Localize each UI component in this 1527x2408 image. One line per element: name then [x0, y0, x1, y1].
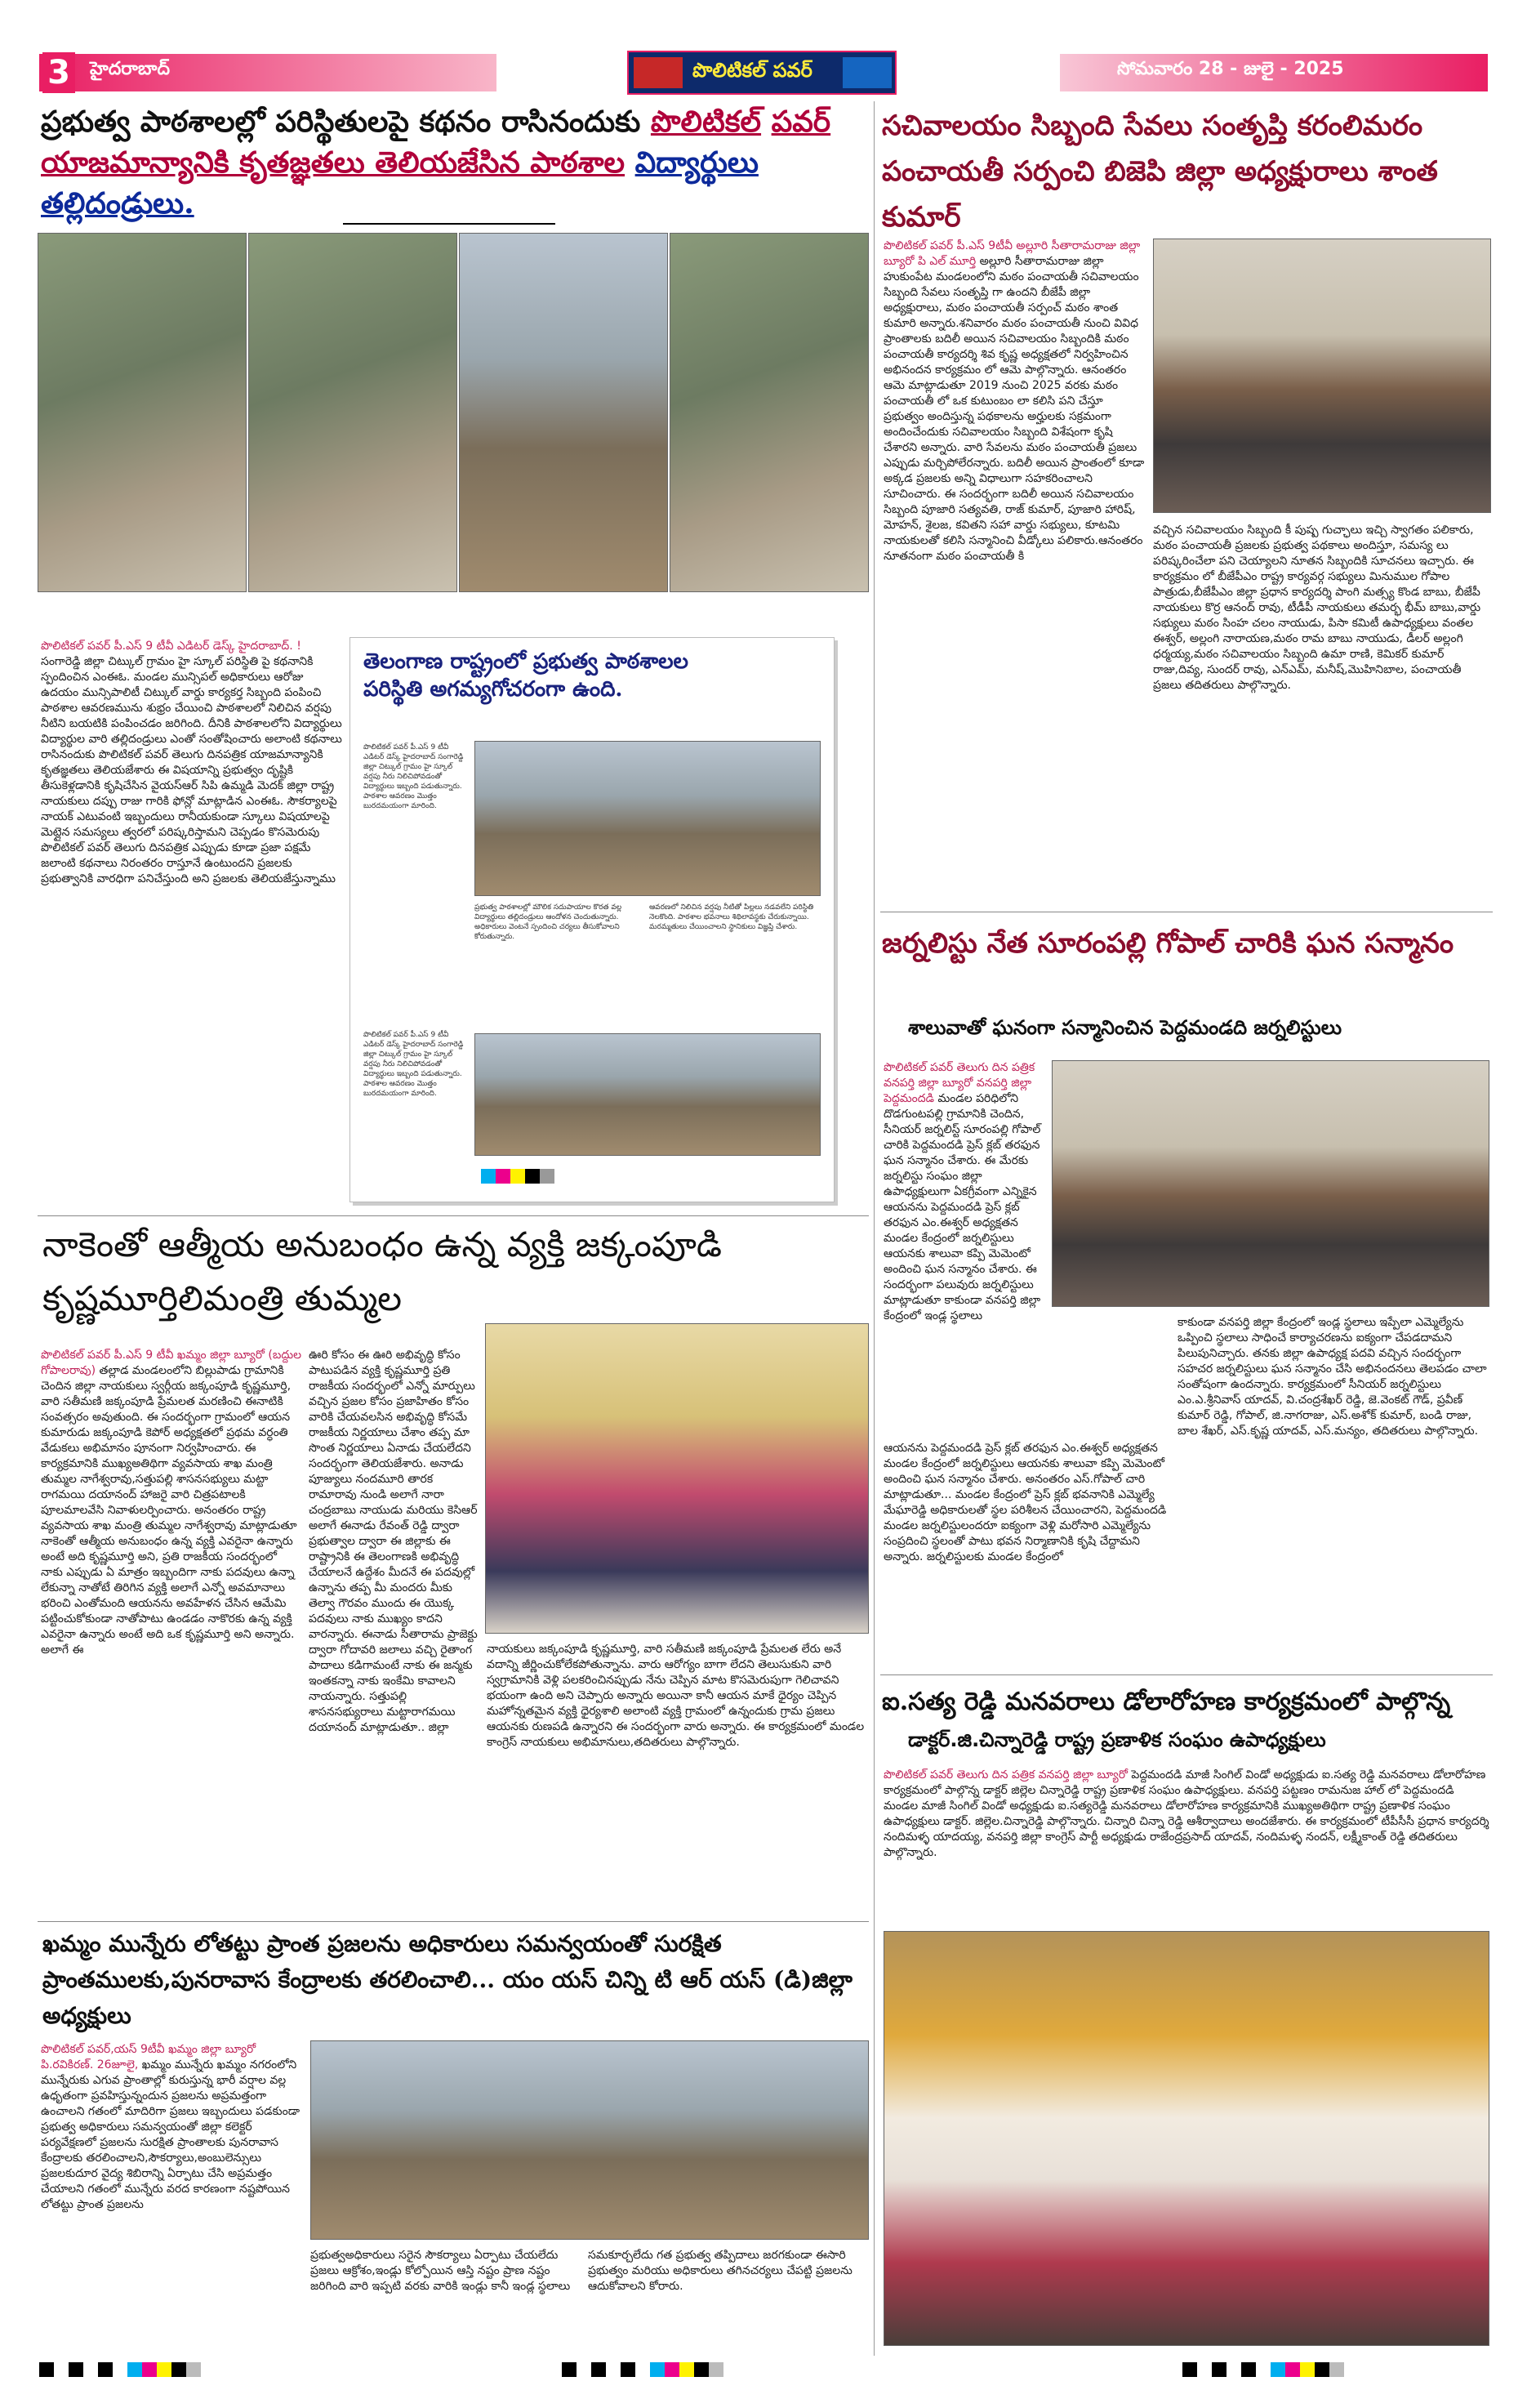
article4-lead: పొలిటికల్ పవర్ పీ.ఎస్ 9 టీవీ ఖమ్మం జిల్లా బ్యూరో (బద్దుల గోపాలరావు)	[41, 1349, 302, 1377]
article4-memorial-photo	[485, 1323, 869, 1634]
logo-badge-right	[843, 57, 892, 88]
article6-text-left: ఖమ్మం మున్నేరు ఖమ్మం నగరంలోని మున్నేరుకు ఎగువ ప్రాంతాల్లో కురుస్తున్న భారీ వర్షాల వల్ల ఉధృతంగా ప్రవహిస్తున్నందున ప్రజలను అప్రమత్తంగా ఉంచాలని గతంలో మాదిరిగా ప్రజలు ఇబ్బందులు పడకుండా ప్రభుత్వ అధికారులు సమన్వయంతో జిల్లా కలెక్టర్ పర్యవేక్షణలో ప్రజలను సురక్షిత ప్రాంతాలకు పునరావాస కేంద్రాలకు తరలించాలని,సౌకర్యాలు,అంబులెన్సులు ప్రజలకుదూర వైద్య శిబిరాన్ని ఏర్పాటు చేసి అప్రమత్తం చేయాలని గతంలో మున్నేరు వరద కారణంగా నష్టపోయిన లోతట్టు ప్రాంత ప్రజలను	[41, 2058, 300, 2211]
inset-text-3: ఆవరణలో నిలిచిన వర్షపు నీటితో పిల్లలు నడవలేని పరిస్థితి నెలకొంది. పాఠశాల భవనాలు శిథిలావస్థకు చేరుకున్నాయి. మరమ్మతులు చేయించాలని స్థానికులు విజ్ఞప్తి చేశారు.	[649, 903, 814, 931]
article2-lead: పొలిటికల్ పవర్ పీ.ఎస్ 9టీవీ అల్లూరి సీతారామరాజు జిల్లా బ్యూరో పి ఎల్ మూర్తి	[884, 239, 1141, 268]
article6-top-rule	[38, 1921, 869, 1922]
registration-left	[39, 2362, 201, 2377]
registration-center	[562, 2362, 723, 2377]
article5-headline: ఐ.సత్య రెడ్డి మనవరాలు డోలారోహణ కార్యక్రమంలో పాల్గొన్న	[882, 1688, 1451, 1716]
article1-text: సంగారెడ్డి జిల్లా చిట్కుల్ గ్రామం హై స్కూల్ పరిస్థితి పై కథనానికి స్పందించిన ఎంఈఓ. మండల మున్సిపల్ అధికారులు ఆరోజు ఉదయం మున్సిపాలిటీ చిట్కుల్ వార్డు కార్యకర్త సిబ్బంది పంపించి పాఠశాల ఆవరణమును శుభ్రం చేయించి పాఠశాలలో నిలిచిన వర్షపు నీటిని బయటికి పంపించడం జరిగింది. దీనికి పాఠశాలలోని విద్యార్థులు విద్యార్థుల వారి తల్లిదండ్రులు ఎంతో సంతోషించారు అలాంటి కథనాలు రాసినందుకు పొలిటికల్ పవర్ తెలుగు దినపత్రిక యాజమాన్యానికి కృతజ్ఞతలు తెలియజేశారు ఈ విషయాన్ని ప్రభుత్వం దృష్టికి తీసుకెళ్లడానికి కృషిచేసిన వైయస్ఆర్ సిపి ఉమ్మడి మెదక్ జిల్లా రాష్ట్ర నాయకులు దప్పు రాజు గారికి ఫోన్లో మాట్లాడిన ఎంఈఓ. సౌకర్యాలపై నాయక్ ఎటువంటి ఇబ్బందులు రానీయకుండా స్కూలు విషయాలపై మెట్లైన సమస్యలు త్వరలో పరిష్కరిస్తామని చెప్పడం కొసమెరుపు పొలిటికల్ పవర్ తెలుగు దినపత్రిక ఎప్పుడు కూడా ప్రజా పక్షమే జలాంటి కథనాలు నిరంతరం రాస్తూనే ఉంటుందని ప్రజలకు ప్రభుత్వానికి వారధిగా పనిచేస్తుంది అని ప్రజలకు తెలియజేస్తున్నాము	[41, 655, 342, 885]
article5-lead: పొలిటికల్ పవర్ తెలుగు దిన పత్రిక వనపర్తి జిల్లా బ్యూరో	[884, 1768, 1128, 1781]
inset-text-2: ప్రభుత్వ పాఠశాలల్లో మౌలిక సదుపాయాల కొరత వల్ల విద్యార్థులు తల్లిదండ్రులు ఆందోళన చెందుతున్నారు. అధికారులు వెంటనే స్పందించి చర్యలు తీసుకోవాలని కోరుతున్నారు.	[474, 903, 622, 941]
article6-body-left	[41, 2042, 302, 2344]
article3-body-right: కాకుండా వనపర్తి జిల్లా కేంద్రంలో ఇండ్ల స్థలాలు ఇప్పేలా ఎమ్మెల్యేను ఒప్పించి స్థలాలు సాధించే కార్యాచరణను ఐక్యంగా చేపడదామని పిలుపునిచ్చారు. తనకు జిల్లా ఉపాధ్యక్ష పదవి వచ్చిన సందర్భంగా సహచర జర్నలిస్టులు ఘన సన్మానం చేసి అభినందనలు తెలపడం చాలా సంతోషంగా ఉందన్నారు. కార్యక్రమంలో సీనియర్ జర్నలిస్టులు ఎం.ఎ.శ్రీనివాస్ యాదవ్, వి.చంద్రశేఖర్ రెడ్డి, జె.వెంకట్ గౌడ్, ప్రవీణ్ కుమార్ రెడ్డి, గోపాల్, జి.నాగరాజు, ఎస్.అశోక్ కుమార్, బండి రాజు, బాల శేఖర్, ఎస్.కృష్ణ యాదవ్, ఎస్.మన్యం, తదితరులు పాల్గొన్నారు.	[1178, 1316, 1487, 1438]
article1-lead: పొలిటికల్ పవర్ పీ.ఎస్ 9 టీవీ ఎడిటర్ డెస్క్ హైదరాబాద్. !	[41, 640, 301, 653]
article1-photo-2	[248, 233, 457, 592]
article1-headline-part1: ప్రభుత్వ పాఠశాలల్లో పరిస్థితులపై కథనం రాసినందుకు	[41, 105, 641, 139]
article2-text-left: అల్లూరి సీతారామరాజు జిల్లా హుకుంపేట మండలంలోని మఠం పంచాయతీ సచివాలయం సిబ్బంది సేవలు సంతృప్తి గా ఉందని బీజేపీ జిల్లా అధ్యక్షురాలు, మఠం పంచాయతీ సర్పంచ్ మఠం శాంత కుమారి అన్నారు.శనివారం మఠం పంచాయతీ నుంచి వివిధ ప్రాంతాలకు బదిలీ అయిన సచివాలయం సిబ్బందికి మఠం పంచాయతీ కార్యదర్శి శివ కృష్ణ అధ్యక్షతలో నిర్వహించిన అభినందన కార్యక్రమం లో ఆమె పాల్గొన్నారు. ఆనంతరం ఆమె మాట్లాడుతూ 2019 నుంచి 2025 వరకు మఠం పంచాయతీ లో ఒక కుటుంబం లా కలిసి పని చేస్తూ ప్రభుత్వం అందిస్తున్న పథకాలను అర్హులకు సక్రమంగా అందించేందుకు సచివాలయం సిబ్బంది విశేషంగా కృషి చేశారని అన్నారు. వారి సేవలను మఠం పంచాయతీ ప్రజలు ఎప్పుడు మర్చిపోలేరన్నారు. బదిలీ అయిన ప్రాంతంలో కూడా అక్కడ ప్రజలకు అన్ని విధాలుగా సహకరించాలని సూచించారు. ఈ సందర్భంగా బదిలీ అయిన సచివాలయం సిబ్బంది పూజారి సత్యవతి, రాజ్ కుమార్, పూజారి హారిష్, మోహన్, శైలజ, కవితని సహా వార్డు సభ్యులు, కూటమి నాయకులతో కలిసి సన్మానించి వీడ్కోలు పలికారు.ఆనంతరం నూతనంగా మఠం పంచాయతీ కి	[884, 255, 1145, 563]
article1-headline-highlight2: పవర్ యాజమాన్యానికి కృతజ్ఞతలు తెలియజేసిన పాఠశాల	[41, 105, 831, 180]
article6-body-right: సమకూర్చలేదు గత ప్రభుత్వ తప్పిదాలు జరగకుండా ఈసారి ప్రభుత్వం మరియు అధికారులు తగినచర్యలు చేపట్టి ప్రజలను ఆదుకోవాలని కోరారు.	[588, 2249, 853, 2293]
article2-headline: సచివాలయం సిబ్బంది సేవలు సంతృప్తి కరంలిమరం పంచాయతీ సర్పంచి బిజెపి జిల్లా అధ్యక్షురాలు శాంత కుమార్	[882, 109, 1438, 234]
article1-body	[41, 639, 343, 1278]
article1-headline-rule	[343, 223, 555, 225]
article2-group-photo	[1153, 239, 1491, 513]
article5-body	[884, 1768, 1489, 1924]
article1-photo-1	[38, 233, 247, 592]
article3-headline: జర్నలిస్టు నేత సూరంపల్లి గోపాల్ చారికి ఘన సన్మానం	[882, 927, 1454, 960]
article6-lead: పొలిటికల్ పవర్,యస్ 9టీవీ ఖమ్మం జిల్లా బ్యూరో పి.రవికిరణ్. 26జూలై,	[41, 2043, 256, 2071]
inset-photo-2	[474, 1033, 821, 1156]
article2-body-right: వచ్చిన సచివాలయం సిబ్బంది కీ పుష్ప గుచ్ఛాలు ఇచ్చి స్వాగతం పలికారు, మఠం పంచాయతీ ప్రజలకు ప్రభుత్వ పథకాలు అందిస్తూ, సమస్య లు పరిష్కరించేలా పని చెయ్యాలని నూతన సిబ్బందికి సూచనలు ఇచ్చారు. ఈ కార్యక్రమం లో బీజేపీఎం రాష్ట్ర కార్యవర్గ సభ్యులు మినుముల గోపాల పాత్రుడు,బీజేపీఎం జిల్లా ప్రధాన కార్యదర్శి పాంగి మత్స్య కొండ బాబు, బీజేపీ నాయకులు కొర్ర ఆనంద్ రావు, టీడీపీ నాయకులు తమర్భ భీమ్ బాబు,వార్డు సభ్యులు మఠం సింహ చలం నాయుడు, పిసా కమిటీ ఉపాధ్యక్షులు వంతల ఈశ్వర్, అల్లంగి నారాయణ,మఠం రామ బాబు నాయుడు, డీలర్ అల్లంగి ధర్మయ్య,మఠం సచివాలయం సిబ్బంది ఉమా రాణి, కెమికర్ కుమార్ రాజు,దివ్య, సుందర్ రావు, ఎన్ఎమ్, మనీష్,మొహినిబాల, పంచాయతీ ప్రజలు తదితరులు పాల్గొన్నారు.	[1153, 524, 1481, 692]
article4-body-col3: నాయకులు జక్కంపూడి కృష్ణమూర్తి, వారి సతీమణి జక్కంపూడి ప్రేమలత లేరు అనే వదాన్ని జీర్ణించుకోలేకపోతున్నాను. వారు ఆరోగ్యం బాగా లేదని తెలుసుకుని వారి స్వగ్రామానికి వెళ్లి పలకరించినప్పుడు నేను చెప్పిన మాట కొసమెరుపుగా గెలిచావని భయంగా ఉంది అని చెప్పారు అన్నారు అయినా కానీ ఆయన మాకే ధైర్యం చెప్పిన మహోన్నతమైన వ్యక్తి ధైర్యశాలి అలాంటి వ్యక్తి గ్రామంలో ఉన్నందుకు గ్రామ ప్రజలు ఆయనకు రుణపడి ఉన్నారని ఈ సందర్భంగా వారు అన్నారు. ఈ కార్యక్రమంలో మండల కాంగ్రెస్ నాయకులు అభిమానులు,తదితరులు పాల్గొన్నారు.	[487, 1643, 865, 1749]
article5-ceremony-photo	[884, 1931, 1489, 2346]
article3-lead: పొలిటికల్ పవర్ తెలుగు దిన పత్రిక వనపర్తి జిల్లా బ్యూరో వనపర్తి జిల్లా పెద్దమందడి	[884, 1061, 1035, 1105]
article5-subhead: డాక్టర్.జి.చిన్నారెడ్డి రాష్ట్ర ప్రణాళిక సంఘం ఉపాధ్యక్షులు	[908, 1728, 1326, 1751]
article6-body-mid: ప్రభుత్వఅధికారులు సరైన సౌకర్యాలు ఏర్పాటు చేయలేదు ప్రజలు ఆక్రోశం,ఇండ్లు కోల్పోయిన ఆస్తి నష్టం ప్రాణ నష్టం జరిగింది వారి ఇప్పటి వరకు వారికి ఇండ్లు కానీ ఇండ్ల స్థలాలు	[310, 2249, 571, 2293]
article4-body-col2: ఊరి కోసం ఈ ఊరి అభివృద్ధి కోసం పాటుపడిన వ్యక్తి కృష్ణమూర్తి ప్రతి రాజకీయ సందర్భంలో ఎన్నో మార్పులు వచ్చిన ప్రజల కోసం ప్రజాహితం కోసం వారికి చేయవలసిన అభివృద్ధి కోసమే రాజకీయ నిర్ణయాలు చేశాం తప్ప మా సొంత నిర్ణయాలు ఏనాడు చేయలేదని సందర్భంగా తెలియజేశారు. అనాడు పూజ్యులు నందమూరి తారక రామారావు నుండి అలాగే నారా చంద్రబాబు నాయుడు మరియు కెసిఆర్ అలాగే ఈనాడు రేవంత్ రెడ్డి ద్వారా ప్రభుత్వాల ద్వారా ఈ జిల్లాకు ఈ రాష్ట్రానికి ఈ తెలంగాణకి అభివృద్ధి చేయాలనే ఉద్దేశం మీదనే ఈ పదవుల్లో ఉన్నాను తప్ప మీ మందరు మీకు తెల్వా గౌరవం ముందు ఈ యొక్క పదవులు నాకు ముఖ్యం కాదని వారన్నారు. ఈనాడు సీతారామ ప్రాజెక్టు ద్వారా గోదావరి జలాలు వచ్చి రైతాంగ పాదాలు కడిగామంటే నాకు ఈ జన్మకు ఇంతకన్నా నాకు ఇంకేమి కావాలని నాయన్నారు. సత్తుపల్లి శాసనసభ్యురాలు మట్టారాగమయి దయానంద్ మాట్లాడుతూ.. జిల్లా	[309, 1349, 478, 1734]
issue-date: సోమవారం 28 - జులై - 2025	[1117, 59, 1344, 79]
masthead	[39, 51, 1488, 95]
article4-headline-line1: నాకెంతో ఆత్మీయ అనుబంధం ఉన్న వ్యక్తి జక్కంపూడి	[42, 1224, 722, 1264]
page-number: 3	[42, 52, 75, 93]
article1-inset-clipping	[349, 637, 835, 1202]
article3-text-left: మండల పరిధిలోని దొడగుంటపల్లి గ్రామానికి చెందిన, సీనియర్ జర్నలిస్ట్ సూరంపల్లి గోపాల్ చారికి పెద్దమందడి ప్రెస్ క్లబ్ తరఫున ఘన సన్మానం చేశారు. ఈ మేరకు జర్నలిస్టు సంఘం జిల్లా ఉపాధ్యక్షులుగా ఏకగ్రీవంగా ఎన్నికైన ఆయనను పెద్దమందడి ప్రెస్ క్లబ్ తరఫున ఎం.ఈశ్వర్ అధ్యక్షతన మండల కేంద్రంలో జర్నలిస్టులు ఆయనకు శాలువా కప్పి మెమెంటో అందించి ఘన సన్మానం చేశారు. ఈ సందర్భంగా పలువురు జర్నలిస్టులు మాట్లాడుతూ కాకుండా వనపర్తి జిల్లా కేంద్రంలో ఇండ్ల స్థలాలు	[884, 1092, 1041, 1322]
registration-bar	[39, 2362, 1488, 2377]
inset-text-1: పొలిటికల్ పవర్ పీ.ఎస్ 9 టీవీ ఎడిటర్ డెస్క్ హైదరాబాద్ సంగారెడ్డి జిల్లా చిట్కుల్ గ్రామం హై స్కూల్ వర్షపు నీరు నిలిచిపోవడంతో విద్యార్థులు ఇబ్బంది పడుతున్నారు. పాఠశాల ఆవరణం మొత్తం బురదమయంగా మారింది.	[363, 743, 464, 810]
article1-headline	[41, 101, 866, 224]
article3-body-mid: ఆయనను పెద్దమందడి ప్రెస్ క్లబ్ తరఫున ఎం.ఈశ్వర్ అధ్యక్షతన మండల కేంద్రంలో జర్నలిస్టులు ఆయనకు శాలువా కప్పి మెమెంటో అందించి ఘన సన్మానం చేశారు. అనంతరం ఎస్.గోపాల్ చారి మాట్లాడుతూ... మండల కేంద్రంలో ప్రెస్ క్లబ్ భవనానికి ఎమ్మెల్యే మేఘారెడ్డి అధికారులతో స్థల పరిశీలన చేయించారని, పెద్దమందడి మండల జర్నలిస్టులందరూ ఐక్యంగా వెళ్లి మరోసారి ఎమ్మెల్యేను సంప్రదించి స్థలంతో పాటు భవన నిర్మాణానికి కృషి చేద్దామని అన్నారు. జర్నలిస్టులకు మండల కేంద్రంలో	[884, 1442, 1167, 1563]
inset-color-bar	[481, 1169, 554, 1184]
article1-headline-part2: విద్యార్థులు తల్లిదండ్రులు.	[41, 145, 759, 221]
article3-subhead: శాలువాతో ఘనంగా సన్మానించిన పెద్దమండది జర్నలిస్టులు	[908, 1016, 1342, 1039]
inset-headline: తెలంగాణ రాష్ట్రంలో ప్రభుత్వ పాఠశాలల పరిస్థితి అగమ్యగోచరంగా ఉంది.	[363, 649, 688, 702]
logo-text: పొలిటికల్ పవర్	[692, 59, 812, 82]
article1-photo-4	[670, 233, 869, 592]
article6-flood-photo	[310, 2040, 869, 2240]
section-name: హైదరాబాద్	[90, 59, 170, 79]
article3-divider	[880, 1674, 1493, 1675]
article6-headline: ఖమ్మం మున్నేరు లోతట్టు ప్రాంత ప్రజలను అధికారులు సమన్వయంతో సురక్షిత ప్రాంతములకు,పునరావాస కేంద్రాలకు తరలించాలి... యం యస్ చిన్ని టి ఆర్ యస్ (డి)జిల్లా అధ్యక్షులు	[42, 1930, 853, 2029]
article5-text: పెద్దమందడి మాజీ సింగిల్ విండో అధ్యక్షుడు ఐ.సత్య రెడ్డి మనవరాలు డోలారోహణ కార్యక్రమంలో పాల్గొన్న డాక్టర్ జిల్లెల చిన్నారెడ్డి రాష్ట్ర ప్రణాళిక సంఘం ఉపాధ్యక్షులు. వనపర్తి పట్టణం రామనుజ హాల్ లో పెద్దమందడి మండల మాజీ సింగిల్ విండో అధ్యక్షుడు ఐ.సత్యరెడ్డి మనవరాలు డోలారోహణ కార్యక్రమానికి ముఖ్యఅతిథిగా రాష్ట్ర ప్రణాళిక సంఘం ఉపాధ్యక్షులు డాక్టర్. జిల్లెల.చిన్నారెడ్డి పాల్గొన్నారు. చిన్నారి చిన్నా రెడ్డి ఆశీర్వాదాలు అందజేశారు. ఈ కార్యక్రమంలో టీపీసీసీ ప్రధాన కార్యదర్శి నందిమళ్ళ యాదయ్య, వనపర్తి జిల్లా కాంగ్రెస్ పార్టీ అధ్యక్షుడు రాజేంద్రప్రసాద్ యాదవ్, నందిమళ్ళ నందన్, లక్ష్మీకాంత్ రెడ్డి తదితరులు పాల్గొన్నారు.	[884, 1768, 1489, 1859]
logo-badge-left	[634, 57, 683, 88]
registration-right	[1182, 2362, 1344, 2377]
main-column-divider	[874, 101, 875, 2356]
article4-text-col1: తల్లాడ మండలంలోని బిల్లుపాడు గ్రామానికి చెందిన జిల్లా నాయకులు స్వర్గీయ జక్కంపూడి కృష్ణమూర్తి, వారి సతీమణి జక్కంపూడి ప్రేమలత మరణించి ఈనాటికి సంవత్సరం అవుతుంది. ఈ సందర్భంగా గ్రామంలో ఆయన కుమారుడు జక్కంపూడి కెపోర్ అధ్యక్షతలో ప్రథమ వర్ధంతి వేడుకలు అభిమానం పూనంగా నిర్వహించారు. ఈ కార్యక్రమానికి ముఖ్యఅతిథిగా వ్యవసాయ శాఖ మంత్రి తుమ్మల నాగేశ్వరావు,సత్తుపల్లి శాసనసభ్యులు మట్టా రాగమయి దయానంద్ హాజరై వారి చిత్రపటాలకి పూలమాలవేసి నివాళులర్పించారు. అనంతరం రాష్ట్ర వ్యవసాయ శాఖ మంత్రి తుమ్మల నాగేశ్వరావు మాట్లాడుతూ నాకెంతో ఆత్మీయ అనుబంధం ఉన్న వ్యక్తి ఎవరైనా ఉన్నారు అంటే అది కృష్ణమూర్తి అని, ప్రతి రాజకీయ సందర్భంలో నాకు ఎప్పుడు ఏ మాత్రం ఇబ్బందిగా నాకు పదవులు ఉన్నా లేకున్నా నాతోటే తిరిగిన వ్యక్తి అలాగే ఎన్నో అవమానాలు భరించి ఎంతోమంది ఆయనను అవహేళన చేసిన ఆమేమి పట్టించుకోకుండా నాతోపాటు ఉండడం నాకొరకు ఉన్న వ్యక్తి ఎవరైనా ఉన్నారు అంటే అది ఒక కృష్ణమూర్తి అని అన్నారు. అలాగే ఈ	[41, 1364, 297, 1657]
article2-body-left	[884, 239, 1145, 1119]
article1-photo-3	[459, 233, 668, 592]
article4-body-col1	[41, 1348, 302, 1911]
article3-felicitation-photo	[1052, 1060, 1489, 1307]
newspaper-logo	[627, 51, 897, 95]
inset-text-4: పొలిటికల్ పవర్ పీ.ఎస్ 9 టీవీ ఎడిటర్ డెస్క్ హైదరాబాద్ సంగారెడ్డి జిల్లా చిట్కుల్ గ్రామం హై స్కూల్ వర్షపు నీరు నిలిచిపోవడంతో విద్యార్థులు ఇబ్బంది పడుతున్నారు. పాఠశాల ఆవరణం మొత్తం బురదమయంగా మారింది.	[363, 1031, 464, 1098]
inset-photo-1	[474, 741, 821, 896]
article4-top-rule	[38, 1215, 869, 1216]
article4-headline-line2: కృష్ణమూర్తిలిమంత్రి తుమ్మల	[42, 1278, 403, 1318]
article1-headline-highlight1: పొలిటికల్	[650, 105, 762, 139]
